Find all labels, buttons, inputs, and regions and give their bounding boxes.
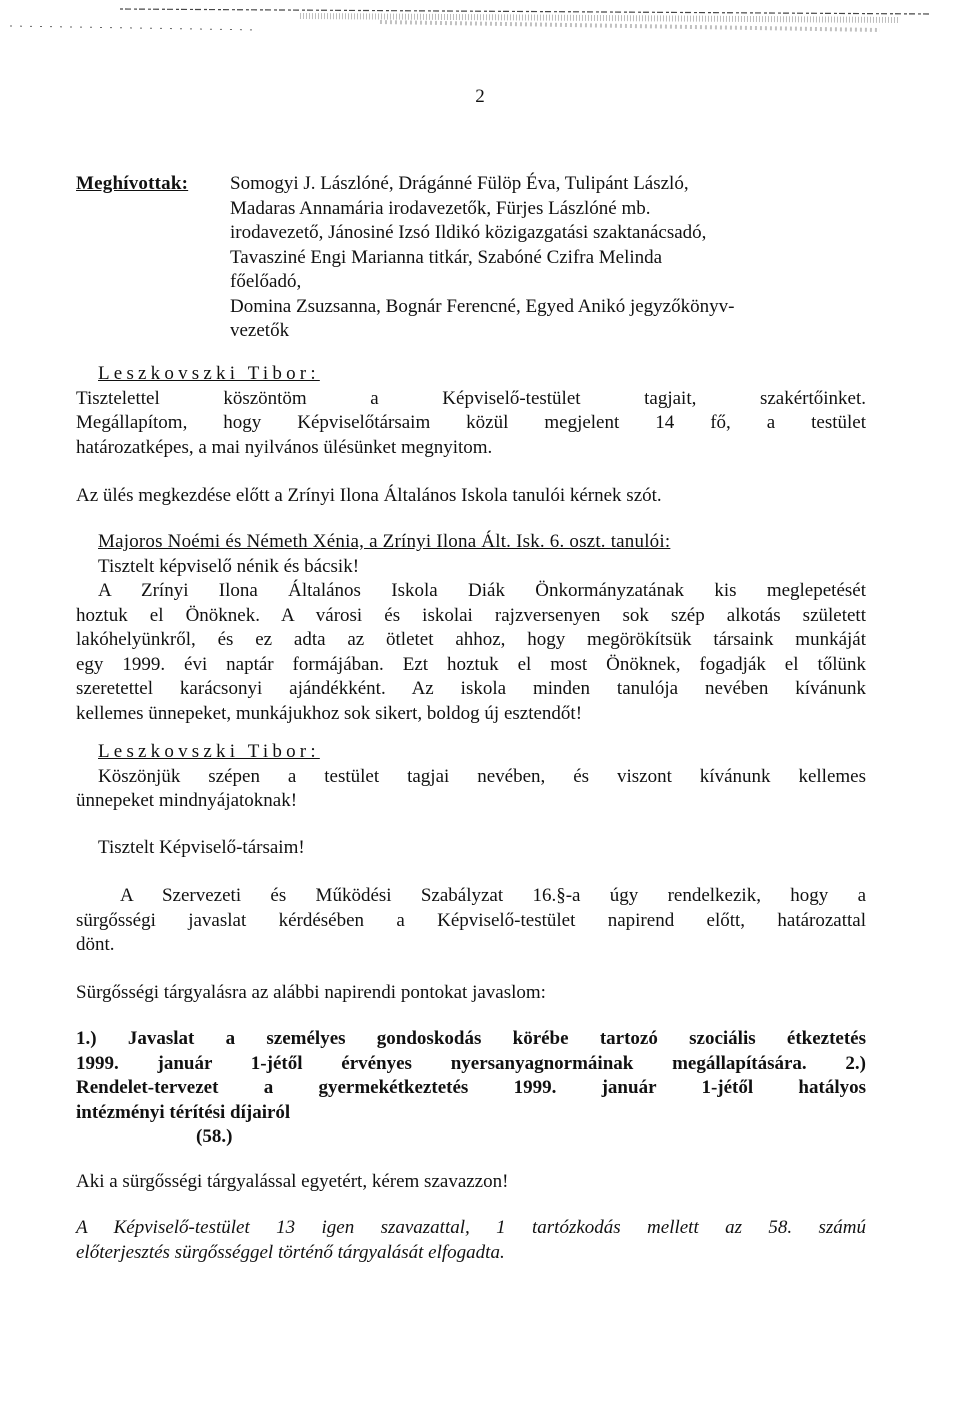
speech-3 [76, 740, 866, 814]
attendees-line: irodavezető, Jánosiné Izsó Ildikó közigazgatási szaktanácsadó, [230, 222, 707, 243]
speech-line: A Zrínyi Ilona Általános Iskola Diák Önkormányzatának kis meglepetését [98, 580, 866, 601]
attendees-section [76, 172, 866, 344]
agenda-line: Rendelet-tervezet a gyermekétkeztetés 1999. január 1-jétől hatályos [76, 1077, 866, 1098]
agenda-items [76, 1027, 866, 1150]
speech-line: ünnepeket mindnyájatoknak! [76, 790, 298, 811]
agenda-line: 1999. január 1-jétől érvényes nyersanyagnormáinak megállapítására. 2.) [76, 1052, 866, 1074]
proposal-intro [76, 981, 866, 1006]
address-line: Tisztelt Képviselő-társaim! [98, 837, 305, 858]
attendees-list [230, 172, 866, 344]
speech-line: szeretettel karácsonyi ajándékként. Az iskola minden tanulója nevében kívánunk [76, 678, 866, 699]
speech-line: egy 1999. évi naptár formájában. Ezt hoztuk el most Önöknek, fogadják el tőlünk [76, 653, 866, 675]
greeting: Tisztelt képviselő nénik és bácsik! [98, 555, 360, 577]
speaker-name: Leszkovszki Tibor: [98, 741, 320, 762]
body-line: A Szervezeti és Működési Szabályzat 16.§-a úgy rendelkezik, hogy a [120, 885, 866, 906]
vote-call [76, 1170, 866, 1195]
body-line: Az ülés megkezdése előtt a Zrínyi Ilona Általános Iskola tanulói kérnek szót. [76, 485, 662, 506]
attendees-line: főelőadó, [230, 271, 302, 292]
speech-1 [76, 362, 866, 460]
agenda-line: intézményi térítési díjairól [76, 1101, 291, 1123]
speech-line: Köszönjük szépen a testület tagjai nevében, és viszont kívánunk kellemes [98, 765, 866, 787]
attendees-line: Somogyi J. Lászlóné, Drágánné Fülöp Éva, Tulipánt László, [230, 173, 689, 194]
speech-line: hoztuk el Önöknek. A városi és iskolai rajzversenyen sok szép alkotás született [76, 604, 866, 626]
speech-line: Tisztelettel köszöntöm a Képviselő-testület tagjait, szakértőinket. [76, 387, 866, 409]
speaker-name: Majoros Noémi és Németh Xénia, a Zrínyi Ilona Ált. Isk. 6. oszt. tanulói: [98, 531, 671, 552]
body-line: sürgősségi javaslat kérdésében a Képviselő-testület napirend előtt, határozattal [76, 909, 866, 931]
speech-line: határozatképes, a mai nyilvános ülésünket megnyitom. [76, 436, 493, 458]
speech-line: lakóhelyünkről, és ez adta az ötletet ahhoz, hogy megörökítsük társaink munkáját [76, 629, 866, 650]
attendees-line: Domina Zsuzsanna, Bognár Ferencné, Egyed Anikó jegyzőkönyv- [230, 295, 735, 317]
body-line: Sürgősségi tárgyalásra az alábbi napirendi pontokat javaslom: [76, 982, 546, 1003]
resolution-line: előterjesztés sürgősséggel történő tárgyalását elfogadta. [76, 1241, 505, 1263]
resolution [76, 1216, 866, 1265]
attendees-line: Tavasziné Engi Marianna titkár, Szabóné Czifra Melinda [230, 246, 663, 268]
body-line: Aki a sürgősségi tárgyalással egyetért, kérem szavazzon! [76, 1171, 509, 1192]
attendees-line: vezetők [230, 320, 290, 341]
attendees-label: Meghívottak: [76, 173, 189, 194]
speech-line: Megállapítom, hogy Képviselőtársaim közül megjelent 14 fő, a testület [76, 412, 866, 433]
agenda-line: 1.) Javaslat a személyes gondoskodás körébe tartozó szociális étkeztetés [76, 1028, 866, 1049]
page-number: 2 [475, 86, 485, 107]
attendees-line: Madaras Annamária irodavezetők, Fürjes Lászlóné mb. [230, 197, 651, 219]
scan-artifact-strip [0, 0, 960, 40]
body-line: dönt. [76, 934, 115, 955]
rules-paragraph [76, 884, 866, 958]
speaker-name: Leszkovszki Tibor: [98, 363, 320, 384]
agenda-ref: (58.) [196, 1126, 233, 1147]
speech-2 [76, 530, 866, 726]
school-request [76, 484, 866, 509]
address [76, 836, 866, 861]
resolution-line: A Képviselő-testület 13 igen szavazattal, 1 tartózkodás mellett az 58. számú [76, 1217, 866, 1238]
speech-line: kellemes ünnepeket, munkájukhoz sok sikert, boldog új esztendőt! [76, 702, 583, 724]
